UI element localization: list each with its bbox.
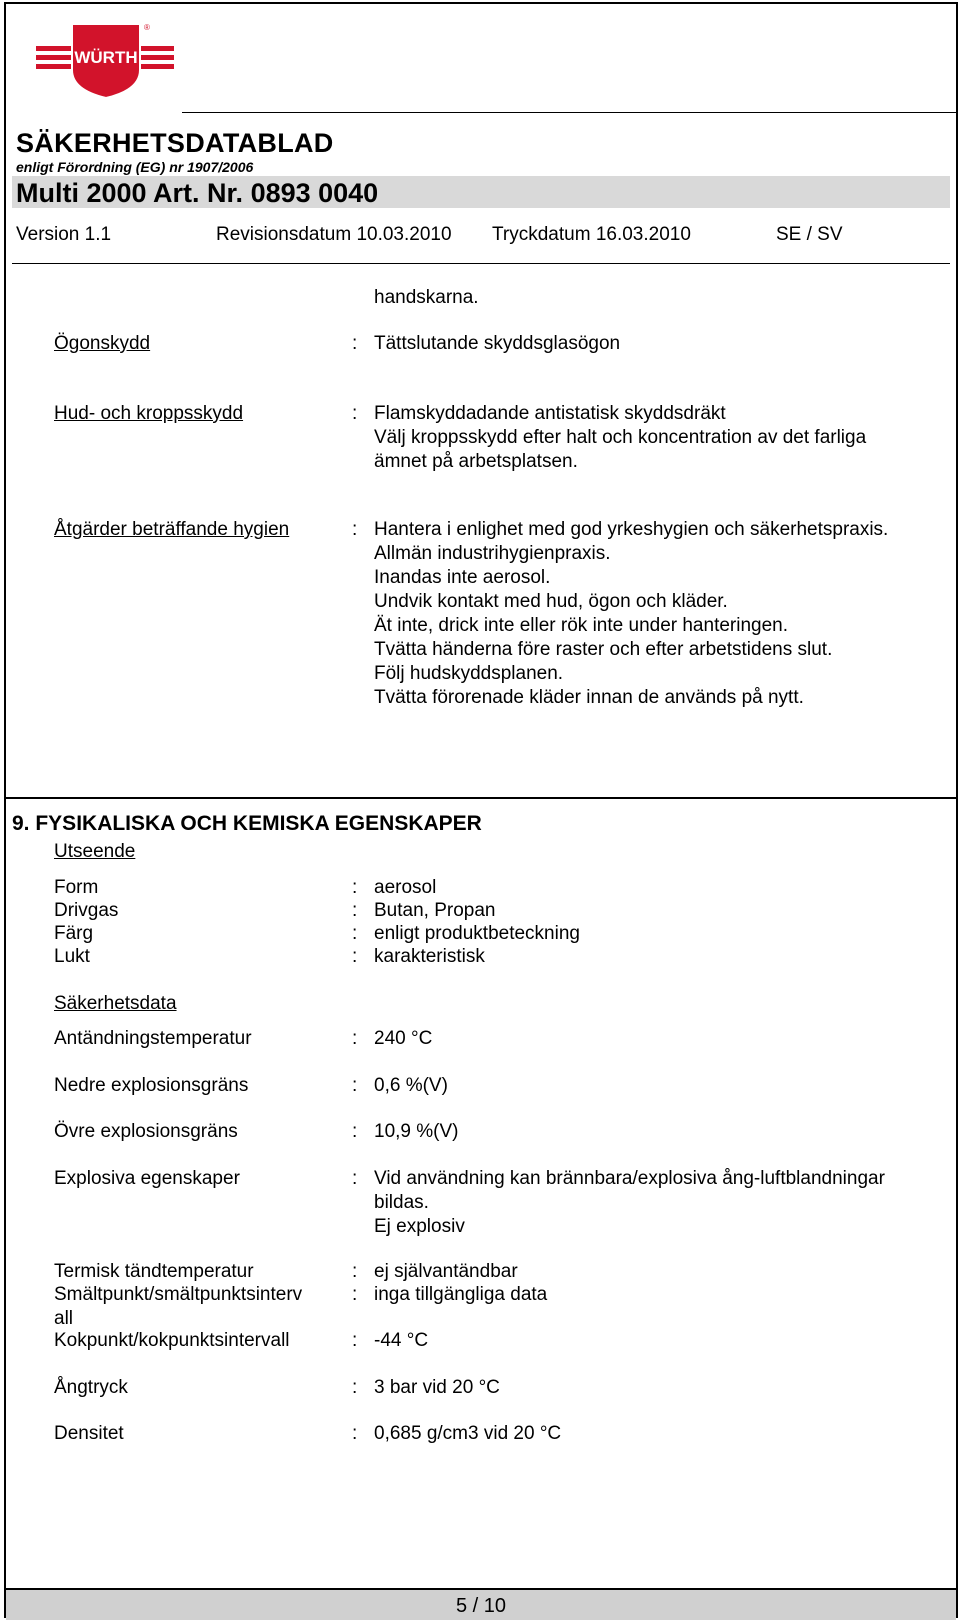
value-line: Flamskyddadande antistatisk skyddsdräkt <box>374 403 726 424</box>
upper-explosion-limit-label: Övre explosionsgräns <box>54 1121 238 1142</box>
label-line: all <box>54 1308 74 1329</box>
color-label: Färg <box>54 923 94 944</box>
safety-heading: Säkerhetsdata <box>54 993 177 1014</box>
header-rule <box>182 112 956 113</box>
appearance-heading: Utseende <box>54 841 136 862</box>
value-line: Inandas inte aerosol. <box>374 567 551 588</box>
colon: : <box>352 1330 358 1351</box>
colon: : <box>352 403 358 424</box>
colon: : <box>352 923 358 944</box>
form-label: Form <box>54 877 99 898</box>
propellant-value: Butan, Propan <box>374 900 496 921</box>
svg-text:®: ® <box>144 23 150 32</box>
product-name: Multi 2000 Art. Nr. 0893 0040 <box>16 178 379 208</box>
body-protection-value <box>374 402 954 474</box>
value-line: Ät inte, drick inte eller rök inte under hanteringen. <box>374 615 789 636</box>
vapor-pressure-label: Ångtryck <box>54 1377 128 1398</box>
colon: : <box>352 333 358 354</box>
body-protection-label: Hud- och kroppsskydd <box>54 403 244 424</box>
form-value: aerosol <box>374 877 437 898</box>
melting-point-label <box>54 1283 302 1331</box>
value-line: Undvik kontakt med hud, ögon och kläder. <box>374 591 728 612</box>
colon: : <box>352 900 358 921</box>
colon: : <box>352 1377 358 1398</box>
header-divider <box>12 263 950 264</box>
upper-explosion-limit-value: 10,9 %(V) <box>374 1121 459 1142</box>
value-line: Tvätta förorenade kläder innan de används på nytt. <box>374 687 804 708</box>
document-title: SÄKERHETSDATABLAD <box>16 128 334 158</box>
lower-explosion-limit-label: Nedre explosionsgräns <box>54 1075 249 1096</box>
melting-point-value: inga tillgängliga data <box>374 1284 548 1305</box>
regulation-subtitle: enligt Förordning (EG) nr 1907/2006 <box>16 159 254 175</box>
locale: SE / SV <box>776 224 843 245</box>
colon: : <box>352 1284 358 1305</box>
wurth-logo <box>32 18 182 102</box>
revision-date: Revisionsdatum 10.03.2010 <box>216 224 452 245</box>
odor-value: karakteristisk <box>374 946 485 967</box>
hygiene-label: Åtgärder beträffande hygien <box>54 519 290 540</box>
colon: : <box>352 1028 358 1049</box>
ignition-temp-value: 240 °C <box>374 1028 433 1049</box>
autoignition-value: ej självantändbar <box>374 1261 518 1282</box>
value-line: Vid användning kan brännbara/explosiva ång-luftblandningar <box>374 1168 885 1189</box>
density-value: 0,685 g/cm3 vid 20 °C <box>374 1423 562 1444</box>
colon: : <box>352 1121 358 1142</box>
version: Version 1.1 <box>16 224 112 245</box>
value-line: Allmän industrihygienpraxis. <box>374 543 611 564</box>
density-label: Densitet <box>54 1423 124 1444</box>
label-line: Smältpunkt/smältpunktsinterv <box>54 1284 303 1305</box>
value-line: ämnet på arbetsplatsen. <box>374 451 578 472</box>
value-line: Ej explosiv <box>374 1216 465 1237</box>
boiling-point-label: Kokpunkt/kokpunktsintervall <box>54 1330 290 1351</box>
colon: : <box>352 1261 358 1282</box>
colon: : <box>352 1075 358 1096</box>
document-page <box>4 2 958 1618</box>
boiling-point-value: -44 °C <box>374 1330 429 1351</box>
section-title: 9. FYSIKALISKA OCH KEMISKA EGENSKAPER <box>12 812 482 835</box>
continued-text: handskarna. <box>374 287 479 308</box>
explosive-properties-value <box>374 1167 954 1239</box>
logo-text: WÜRTH <box>74 48 138 67</box>
explosive-properties-label: Explosiva egenskaper <box>54 1168 240 1189</box>
eye-protection-value: Tättslutande skyddsglasögon <box>374 333 621 354</box>
value-line: Tvätta händerna före raster och efter arbetstidens slut. <box>374 639 833 660</box>
section-divider <box>6 797 956 799</box>
propellant-label: Drivgas <box>54 900 119 921</box>
lower-explosion-limit-value: 0,6 %(V) <box>374 1075 448 1096</box>
color-value: enligt produktbeteckning <box>374 923 580 944</box>
vapor-pressure-value: 3 bar vid 20 °C <box>374 1377 500 1398</box>
value-line: Hantera i enlighet med god yrkeshygien och säkerhetspraxis. <box>374 519 889 540</box>
print-date: Tryckdatum 16.03.2010 <box>492 224 691 245</box>
autoignition-label: Termisk tändtemperatur <box>54 1261 254 1282</box>
value-line: Välj kroppsskydd efter halt och koncentration av det farliga <box>374 427 867 448</box>
ignition-temp-label: Antändningstemperatur <box>54 1028 252 1049</box>
colon: : <box>352 877 358 898</box>
value-line: Följ hudskyddsplanen. <box>374 663 564 684</box>
page-number: 5 / 10 <box>455 1595 507 1617</box>
value-line: bildas. <box>374 1192 429 1213</box>
colon: : <box>352 1168 358 1189</box>
eye-protection-label: Ögonskydd <box>54 333 151 354</box>
colon: : <box>352 946 358 967</box>
colon: : <box>352 519 358 540</box>
hygiene-value <box>374 518 954 710</box>
colon: : <box>352 1423 358 1444</box>
odor-label: Lukt <box>54 946 90 967</box>
